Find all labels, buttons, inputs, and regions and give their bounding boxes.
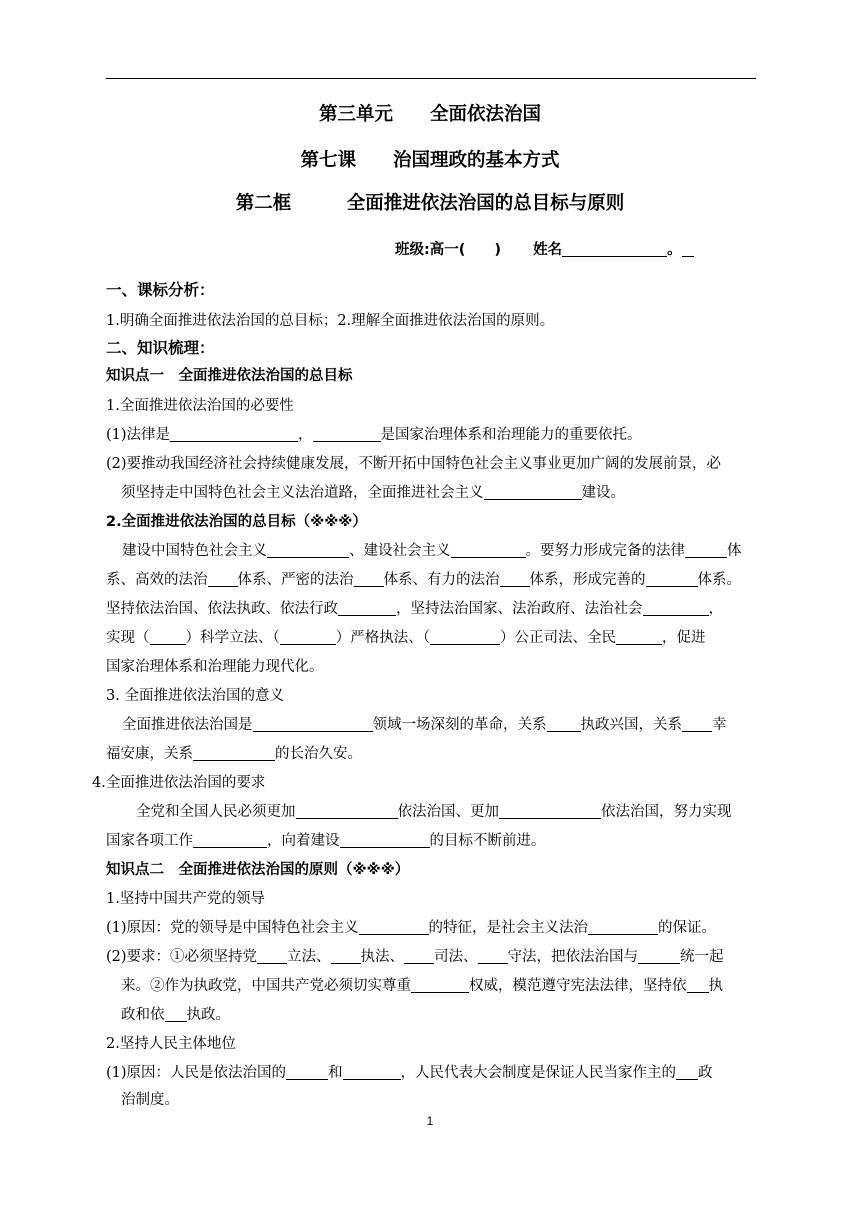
class-label: 班级:高一( )	[395, 242, 502, 258]
kp1-q1-2b: 须坚持走中国特色社会主义法治道路，全面推进社会主义 建设。	[121, 485, 625, 501]
kp1-q2-line2: 系、高效的法治 体系、严密的法治 体系、有力的法治 体系，形成完善的 体系。	[106, 572, 741, 588]
fill-blank[interactable]	[411, 977, 469, 993]
fill-blank[interactable]	[313, 426, 381, 442]
kp1-q4-title: 4.全面推进依法治国的要求	[92, 775, 266, 791]
fill-blank[interactable]	[547, 716, 581, 732]
fill-blank[interactable]	[280, 629, 336, 645]
kp2-title: 知识点二 全面推进依法治国的原则（※※※）	[106, 862, 410, 878]
fill-blank[interactable]	[682, 716, 712, 732]
kp2-q1-title: 1.坚持中国共产党的领导	[106, 891, 265, 907]
fill-blank[interactable]	[500, 571, 530, 587]
kp1-q2-line5: 国家治理体系和治理能力现代化。	[106, 659, 324, 675]
fill-blank[interactable]	[404, 948, 434, 964]
kp1-q2-line4: 实现（ ）科学立法、（ ）严格执法、（ ）公正司法、全民 ，促进	[106, 630, 706, 646]
fill-blank[interactable]	[478, 948, 508, 964]
kp1-title: 知识点一 全面推进依法治国的总目标	[106, 368, 353, 384]
fill-blank[interactable]	[685, 542, 727, 558]
fill-blank[interactable]	[430, 629, 500, 645]
fill-blank[interactable]	[208, 571, 238, 587]
fill-blank[interactable]	[499, 803, 601, 819]
fill-blank[interactable]	[687, 977, 709, 993]
kp1-q2-line3: 坚持依法治国、依法执政、依法行政 ，坚持法治国家、法治政府、法治社会 ，	[106, 601, 723, 617]
fill-blank[interactable]	[165, 1006, 187, 1022]
section-heading-standards: 一、课标分析：	[106, 281, 215, 299]
frame-title: 第二框 全面推进依法治国的总目标与原则	[235, 193, 625, 214]
fill-blank[interactable]	[338, 600, 396, 616]
kp1-q3-line2: 福安康，关系 的长治久安。	[106, 746, 362, 762]
class-info: 班级:高一( ) 姓名 。	[395, 240, 694, 260]
fill-blank[interactable]	[359, 919, 429, 935]
kp2-q1-2c: 政和依 执政。	[121, 1007, 230, 1023]
fill-blank[interactable]	[638, 948, 680, 964]
kp1-q4-line1: 全党和全国人民必须更加 依法治国、更加 依法治国，努力实现	[136, 804, 732, 820]
kp2-q2-title: 2.坚持人民主体地位	[106, 1036, 236, 1052]
fill-blank[interactable]	[150, 629, 186, 645]
kp2-q1-1: (1)原因：党的领导是中国特色社会主义 的特征，是社会主义法治 的保证。	[106, 920, 717, 936]
fill-blank[interactable]	[267, 542, 349, 558]
section-heading-knowledge: 二、知识梳理：	[106, 339, 215, 357]
fill-blank[interactable]	[257, 948, 287, 964]
kp1-q1-1: (1)法律是 ， 是国家治理体系和治理能力的重要依托。	[106, 427, 642, 443]
fill-blank[interactable]	[643, 600, 709, 616]
lesson-title: 第七课 治国理政的基本方式	[300, 150, 560, 171]
fill-blank[interactable]	[616, 629, 662, 645]
fill-blank[interactable]	[354, 571, 384, 587]
name-blank[interactable]	[562, 241, 667, 257]
kp1-q4-line2: 国家各项工作 ，向着建设 的目标不断前进。	[106, 833, 546, 849]
kp2-q1-2b: 来。②作为执政党，中国共产党必须切实尊重 权威，模范遵守宪法法律，坚持依 执	[121, 978, 723, 994]
fill-blank[interactable]	[286, 1064, 328, 1080]
fill-blank[interactable]	[170, 426, 298, 442]
fill-blank[interactable]	[193, 745, 275, 761]
unit-title: 第三单元 全面依法治国	[318, 104, 541, 125]
kp1-q3-title: 3. 全面推进依法治国的意义	[106, 688, 284, 704]
fill-blank[interactable]	[331, 948, 361, 964]
kp1-q3-line1: 全面推进依法治国是 领域一场深刻的革命，关系 执政兴国，关系 幸	[122, 717, 727, 733]
kp2-q2-1b: 治制度。	[121, 1092, 179, 1108]
fill-blank[interactable]	[676, 1064, 698, 1080]
fill-blank[interactable]	[484, 484, 582, 500]
kp1-q2-line1: 建设中国特色社会主义 、建设社会主义 。要努力形成完备的法律 体	[122, 543, 742, 559]
fill-blank[interactable]	[193, 832, 267, 848]
fill-blank[interactable]	[296, 803, 398, 819]
fill-blank[interactable]	[340, 832, 430, 848]
fill-blank[interactable]	[588, 919, 658, 935]
kp1-q1-2a: (2)要推动我国经济社会持续健康发展，不断开拓中国特色社会主义事业更加广阔的发展前景，必	[106, 456, 722, 472]
kp1-q2-title: 2.全面推进依法治国的总目标（※※※）	[106, 514, 367, 530]
fill-blank[interactable]	[451, 542, 526, 558]
page-number: 1	[426, 1114, 434, 1128]
kp2-q1-2a: (2)要求：①必须坚持党 立法、 执法、 司法、 守法，把依法治国与 统一起	[106, 949, 724, 965]
kp1-q1-title: 1.全面推进依法治国的必要性	[106, 398, 294, 414]
fill-blank[interactable]	[343, 1064, 401, 1080]
fill-blank[interactable]	[646, 571, 698, 587]
fill-blank[interactable]	[253, 716, 373, 732]
header-rule	[106, 78, 756, 79]
kp2-q2-1a: (1)原因：人民是依法治国的 和 ，人民代表大会制度是保证人民当家作主的 政	[106, 1065, 713, 1081]
name-label: 姓名	[533, 242, 563, 258]
standards-text: 1.明确全面推进依法治国的总目标；2.理解全面推进依法治国的原则。	[106, 313, 555, 329]
